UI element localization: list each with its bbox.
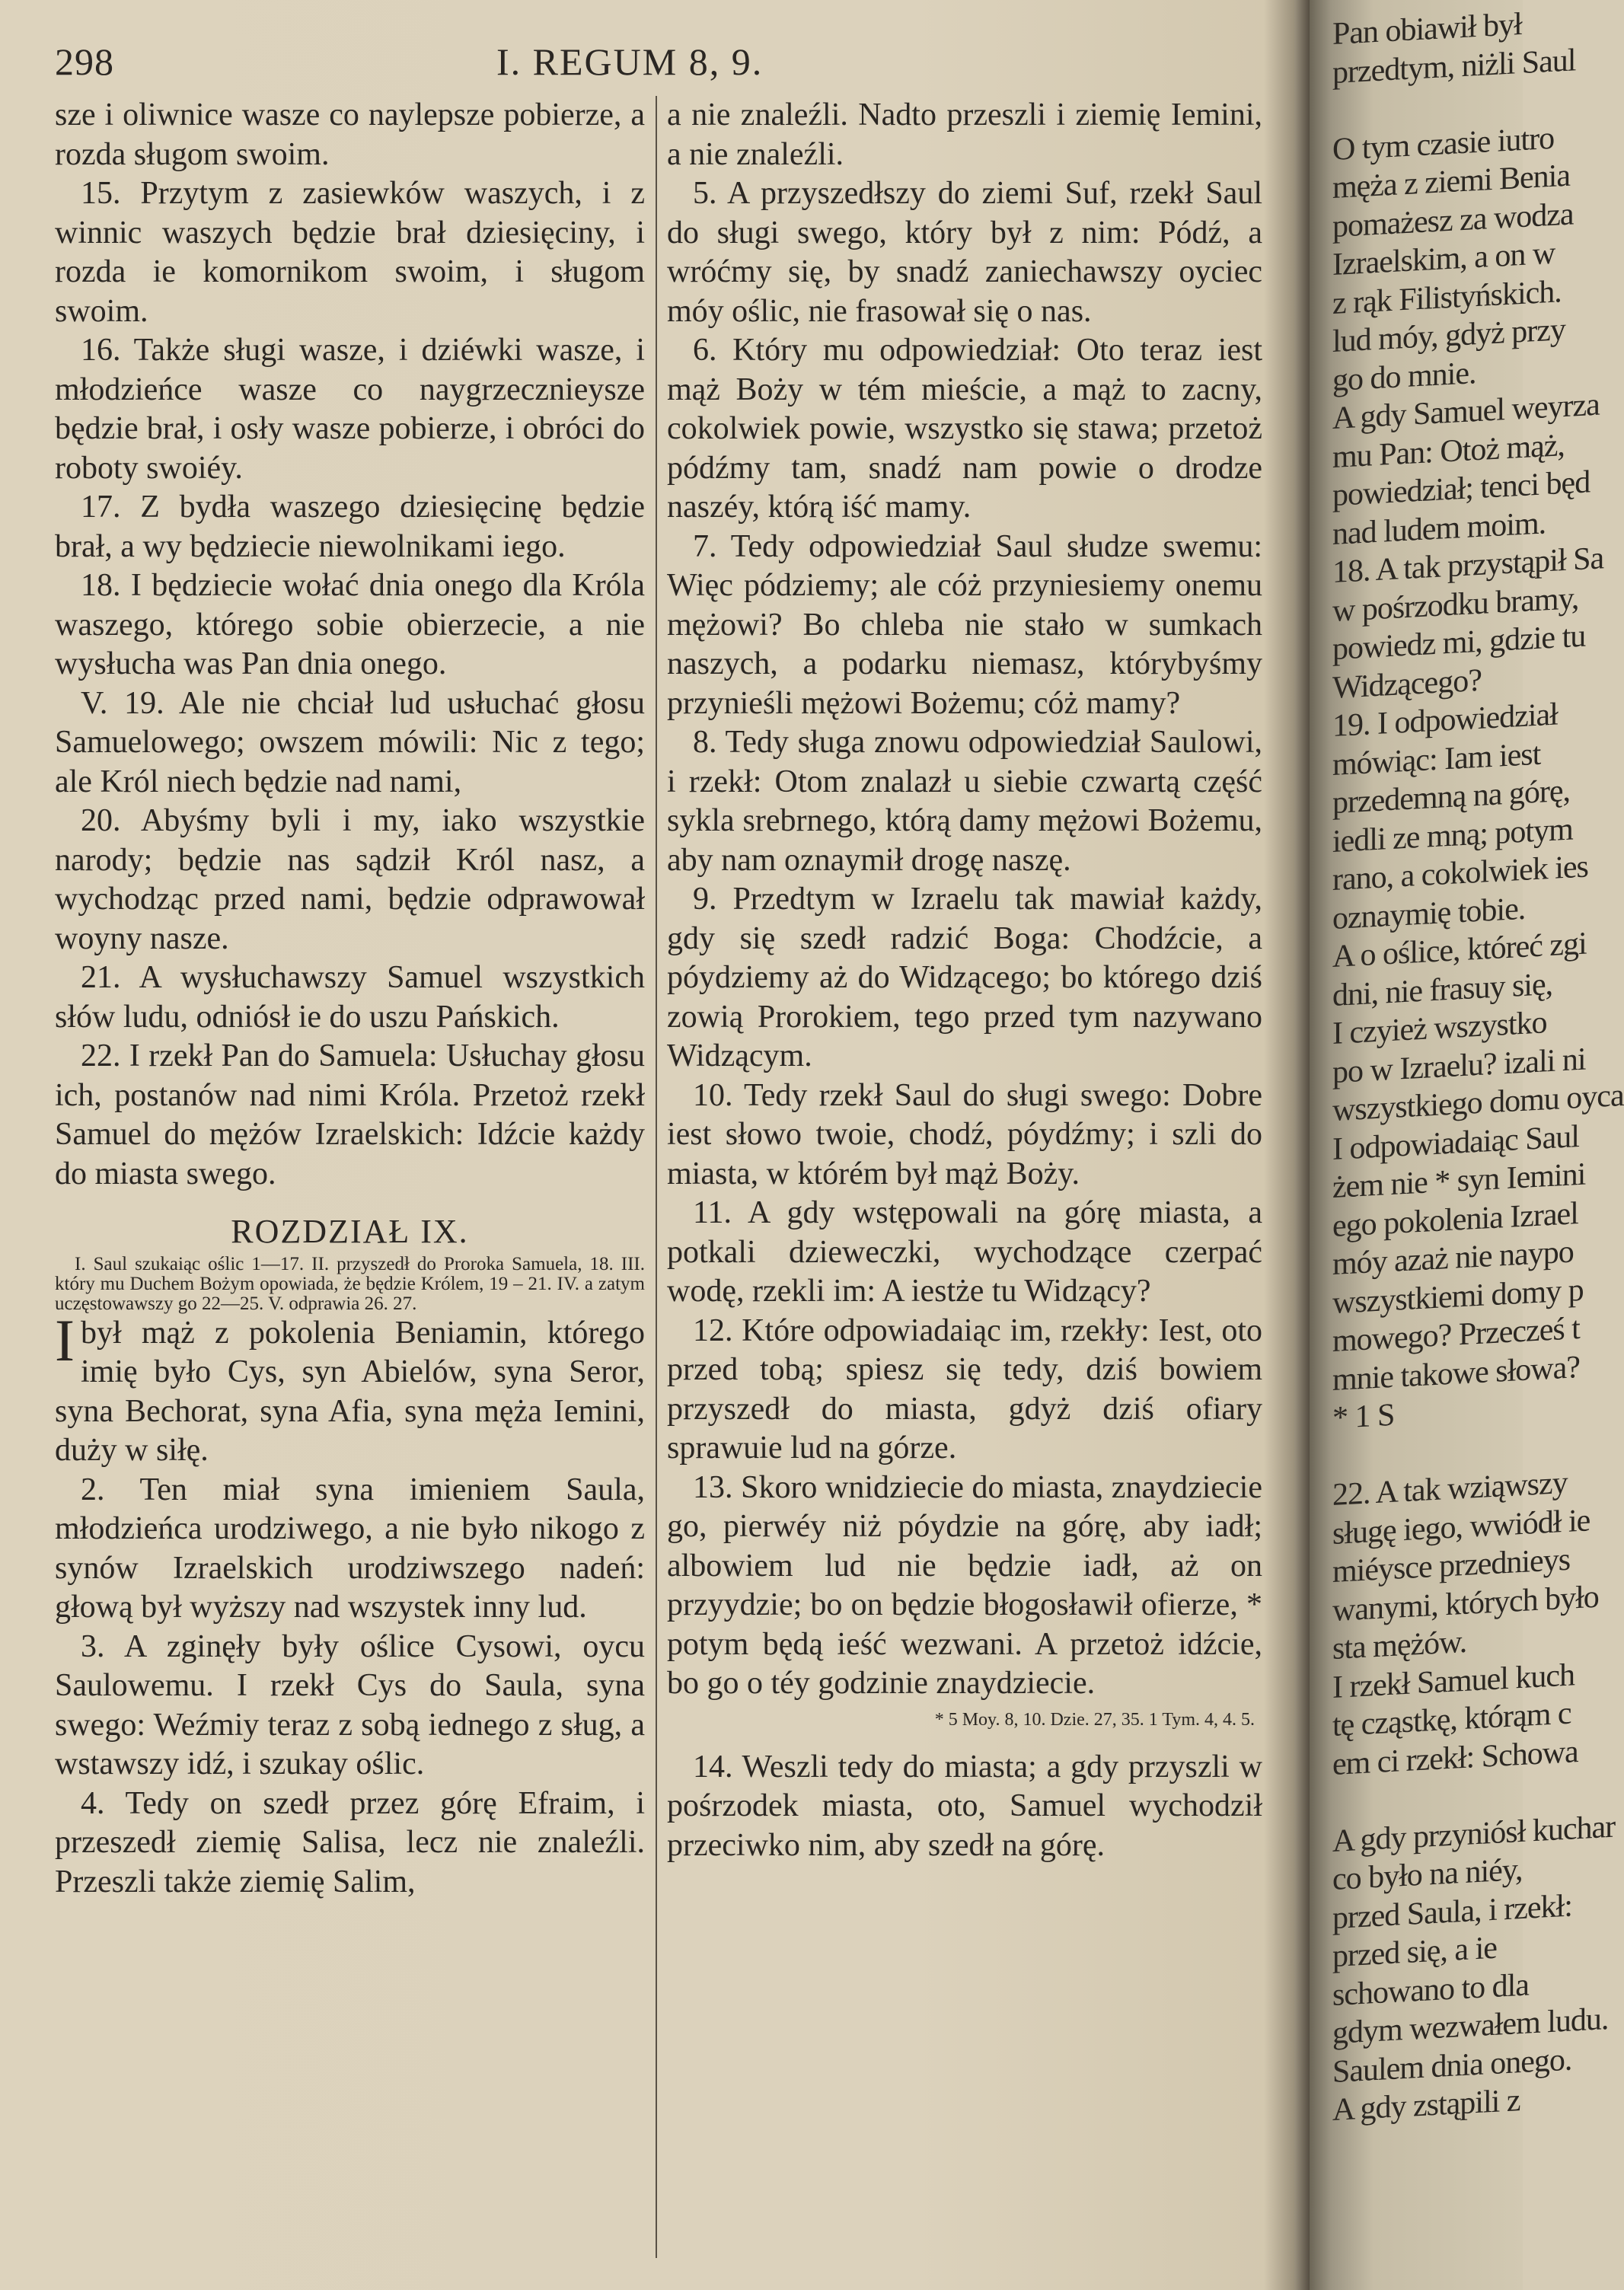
next-page-line: żem nie * syn Iemini	[1332, 1156, 1586, 1205]
verse: 8. Tedy sługa znowu odpowiedział Saulowi, i rzekł: Otom znalazł u siebie czwartą część sykla srebrnego, którą damy mężowi Bożemu, aby nam oznaymił drogę naszę.	[667, 725, 1262, 878]
verse: 9. Przedtym w Izraelu tak mawiał każdy, gdy się szedł radzić Boga: Chodźcie, a póydziemy aż do Widzącego; bo którego dziś zowią Prorokiem, tego przed tym nazywano Widzącym.	[667, 882, 1262, 1073]
next-page-line: przed się, a ie	[1332, 1930, 1497, 1974]
next-page-line: przedtym, niżli Saul	[1332, 42, 1576, 91]
column-divider	[656, 96, 657, 2258]
verse: 18. I będziecie wołać dnia onego dla Króla waszego, którego sobie obierzecie, a nie wysłucha was Pan dnia onego.	[55, 568, 645, 681]
next-page-line: I rzekł Samuel kuch	[1332, 1657, 1575, 1705]
verse: 14. Weszli tedy do miasta; a gdy przyszli w pośrzodek miasta, oto, Samuel wychodził przeciwko nim, aby szedł na górę.	[667, 1749, 1262, 1863]
next-page-line: schowano to dla	[1332, 1966, 1529, 2013]
next-page-line: sta mężów.	[1332, 1624, 1467, 1666]
verse: V. 19. Ale nie chciał lud usłuchać głosu Samuelowego; owszem mówili: Nic z tego; ale Król niech będzie nad nami,	[55, 685, 645, 799]
next-page-line: mu Pan: Otoż mąż,	[1332, 427, 1565, 475]
next-page-line: co było na niéy,	[1332, 1851, 1523, 1897]
next-page-line: I czyież wszystko	[1332, 1005, 1547, 1051]
next-page-line: Saulem dnia onego.	[1332, 2042, 1572, 2090]
next-page-line: przed Saula, i rzekł:	[1332, 1887, 1572, 1936]
next-page-line: mowego? Przecześ t	[1332, 1310, 1580, 1359]
verse: 15. Przytym z zasiewków waszych, i z winnic waszych będzie brał dziesięciny, i rozda ie komornikom swoim, i sługom swoim.	[55, 176, 645, 329]
verse: 17. Z bydła waszego dziesięcinę będzie brał, a wy będziecie niewolnikami iego.	[55, 490, 645, 564]
next-page-line: pomażesz za wodza	[1332, 196, 1574, 244]
left-column	[55, 96, 645, 2273]
chapter-summary: I. Saul szukaiąc oślic 1—17. II. przyszedł do Proroka Samuela, 18. III. który mu Duchem Bożym opowiada, że będzie Królem, 19 – 21. IV. a zatym uczęstowawszy go 22—25. V. odprawia 26. 27.	[55, 1253, 645, 1314]
footnote: * 5 Moy. 8, 10. Dzie. 27, 35. 1 Tym. 4, 4. 5.	[934, 1709, 1255, 1730]
next-page-text	[1332, 2, 1624, 2129]
verse: 5. A przyszedłszy do ziemi Suf, rzekł Saul do sługi swego, który był z nim: Pódź, a wróćmy się, by snadź zaniechawszy oyciec móy oślic, nie frasował się o nas.	[667, 176, 1262, 329]
next-page-line: wszystkiego domu oyca	[1332, 1077, 1624, 1128]
verse: 4. Tedy on szedł przez górę Efraim, i przeszedł ziemię Salisa, lecz nie znaleźli. Przeszli także ziemię Salim,	[55, 1785, 645, 1899]
next-page-line: em ci rzekł: Schowa	[1332, 1733, 1578, 1782]
verse: 10. Tedy rzekł Saul do sługi swego: Dobre iest słowo twoie, chodź, póydźmy; i szli do miasta, w którém był mąż Boży.	[667, 1077, 1262, 1191]
verse-continuation: a nie znaleźli. Nadto przeszli i ziemię Iemini, a nie znaleźli.	[667, 97, 1262, 172]
next-page-line: po w Izraelu? izali ni	[1332, 1041, 1586, 1090]
next-page-line: Widzącego?	[1332, 662, 1482, 706]
verse: 16. Także sługi wasze, i dziéwki wasze, i młodzieńce wasze co naygrzecznieysze będzie brał, i osły wasze pobierze, i obróci do roboty swoiéy.	[55, 333, 645, 486]
verse: 13. Skoro wnidziecie do miasta, znaydziecie go, pierwéy niż póydzie na górę, aby iadł; albowiem lud nie będzie iadł, aż on przyydzie; bo on będzie błogosławił ofierze, * potym będą ieść wezwani. A przetoż idźcie, bo go o téy godzinie znaydziecie.	[667, 1469, 1262, 1701]
running-header	[55, 40, 1243, 85]
next-page-line: mówiąc: Iam iest	[1332, 736, 1541, 783]
drop-cap: I	[55, 1306, 75, 1373]
verse: 2. Ten miał syna imieniem Saula, młodzieńca urodziwego, a nie było nikogo z synów Izraelskich urodziwszego nadeń: głową był wyższy nad wszystek inny lud.	[55, 1472, 645, 1625]
next-page-line: w pośrzodku bramy,	[1332, 580, 1579, 629]
next-page-line: oznaymię tobie.	[1332, 891, 1526, 936]
next-page-line: gdym wezwałem ludu.	[1332, 2001, 1609, 2051]
verse: 21. A wysłuchawszy Samuel wszystkich słów ludu, odniósł ie do uszu Pańskich.	[55, 960, 645, 1035]
next-page-line: z rąk Filistyńskich.	[1332, 273, 1562, 321]
verse: 11. A gdy wstępowali na górę miasta, a potkali dzieweczki, wychodzące czerpać wodę, rzekli im: A iestże tu Widzący?	[667, 1195, 1262, 1309]
next-page-line: ego pokolenia Izrael	[1332, 1195, 1578, 1244]
next-page-line: * 1 S	[1332, 1397, 1395, 1436]
next-page-line: I odpowiadaiąc Saul	[1332, 1118, 1579, 1167]
next-page-line: A gdy przyniósł kuchar	[1332, 1809, 1616, 1859]
verse-continuation: sze i oliwnice wasze co naylepsze pobierze, a rozda sługom swoim.	[55, 97, 645, 172]
verse: 12. Które odpowiadaiąc im, rzekły: Iest, oto przed tobą; spiesz się tedy, dziś bowiem przyszedł do miasta, gdyż dziś ofiary sprawuie lud na górze.	[667, 1312, 1262, 1466]
next-page-line: męża z ziemi Benia	[1332, 158, 1570, 206]
next-page-line: A gdy zstąpili z	[1332, 2083, 1520, 2128]
page-number: 298	[55, 40, 114, 83]
next-page-line: A gdy Samuel weyrza	[1332, 387, 1600, 436]
verse: 22. I rzekł Pan do Samuela: Usłuchay głosu ich, postanów nad nimi Króla. Przetoż rzekł Samuel do mężów Izraelskich: Idźcie każdy do miasta swego.	[55, 1038, 645, 1191]
verse: 6. Który mu odpowiedział: Oto teraz iest mąż Boży w tém mieście, a mąż to zacny, cokolwiek powie, wszystko się stawa; przetoż pódźmy tam, snadź nam powie o drodze naszéy, którą iść mamy.	[667, 333, 1262, 525]
next-page-line: A o oślice, któreć zgi	[1332, 926, 1587, 974]
next-page-line: wszystkiemi domy p	[1332, 1272, 1584, 1321]
next-page-line: dni, nie frasuy się,	[1332, 966, 1553, 1013]
verse: 7. Tedy odpowiedział Saul słudze swemu: Więc pódziemy; ale cóż przyniesiemy onemu mężowi? Bo chleba nie stało w sumkach naszych, a podarku niemasz, którybyśmy przynieśli mężowi Bożemu; cóż mamy?	[667, 528, 1262, 721]
right-column	[667, 96, 1262, 2273]
verse: 20. Abyśmy byli i my, iako wszystkie narody; będzie nas sądził Król nasz, a wychodząc przed nami, będzie odprawował woyny nasze.	[55, 803, 645, 956]
next-page-line: przedemną na górę,	[1332, 773, 1570, 821]
first-verse-text: był mąż z pokolenia Beniamin, którego imię było Cys, syn Abielów, syna Seror, syna Bechorat, syna Afia, syna męża Iemini, duży w siłę.	[55, 1315, 645, 1468]
next-page-line: go do mnie.	[1332, 355, 1476, 398]
next-page-line: sługę iego, wwiódł ie	[1332, 1502, 1590, 1552]
next-page-line: rano, a cokolwiek ies	[1332, 849, 1588, 898]
next-page-line: tę cząstkę, którąm c	[1332, 1695, 1571, 1743]
next-page-line: 18. A tak przystąpił Sa	[1332, 541, 1604, 590]
next-page-line: iedli ze mną; potym	[1332, 811, 1573, 860]
next-page-line: 19. I odpowiedział	[1332, 697, 1558, 744]
next-page-line: O tym czasie iutro	[1332, 120, 1555, 167]
chapter-heading: ROZDZIAŁ IX.	[231, 1213, 469, 1250]
next-page-line: Izraelskim, a on w	[1332, 235, 1555, 282]
next-page-line: nad ludem moim.	[1332, 505, 1546, 552]
next-page-line: móy azaż nie naypo	[1332, 1234, 1574, 1282]
next-page-line: powiedz mi, gdzie tu	[1332, 618, 1586, 667]
next-page-line: powiedział; tenci będ	[1332, 464, 1590, 513]
running-title: I. REGUM 8, 9.	[496, 40, 764, 83]
next-page-line: Pan obiawił był	[1332, 6, 1522, 52]
next-page-line: wanymi, których było	[1332, 1579, 1599, 1628]
next-page-line: 22. A tak wziąwszy	[1332, 1465, 1568, 1513]
next-page-edge	[1310, 0, 1624, 2290]
next-page-line: lud móy, gdyż przy	[1332, 311, 1565, 359]
chapter-first-verse	[55, 1306, 645, 1471]
next-page-line: miéysce przednieys	[1332, 1542, 1571, 1590]
verse: 3. A zginęły były oślice Cysowi, oycu Saulowemu. I rzekł Cys do Saula, syna swego: Weźmiy teraz z sobą iednego z sług, a wstawszy idź, i szukay oślic.	[55, 1628, 645, 1781]
next-page-line: mnie takowe słowa?	[1332, 1349, 1580, 1398]
